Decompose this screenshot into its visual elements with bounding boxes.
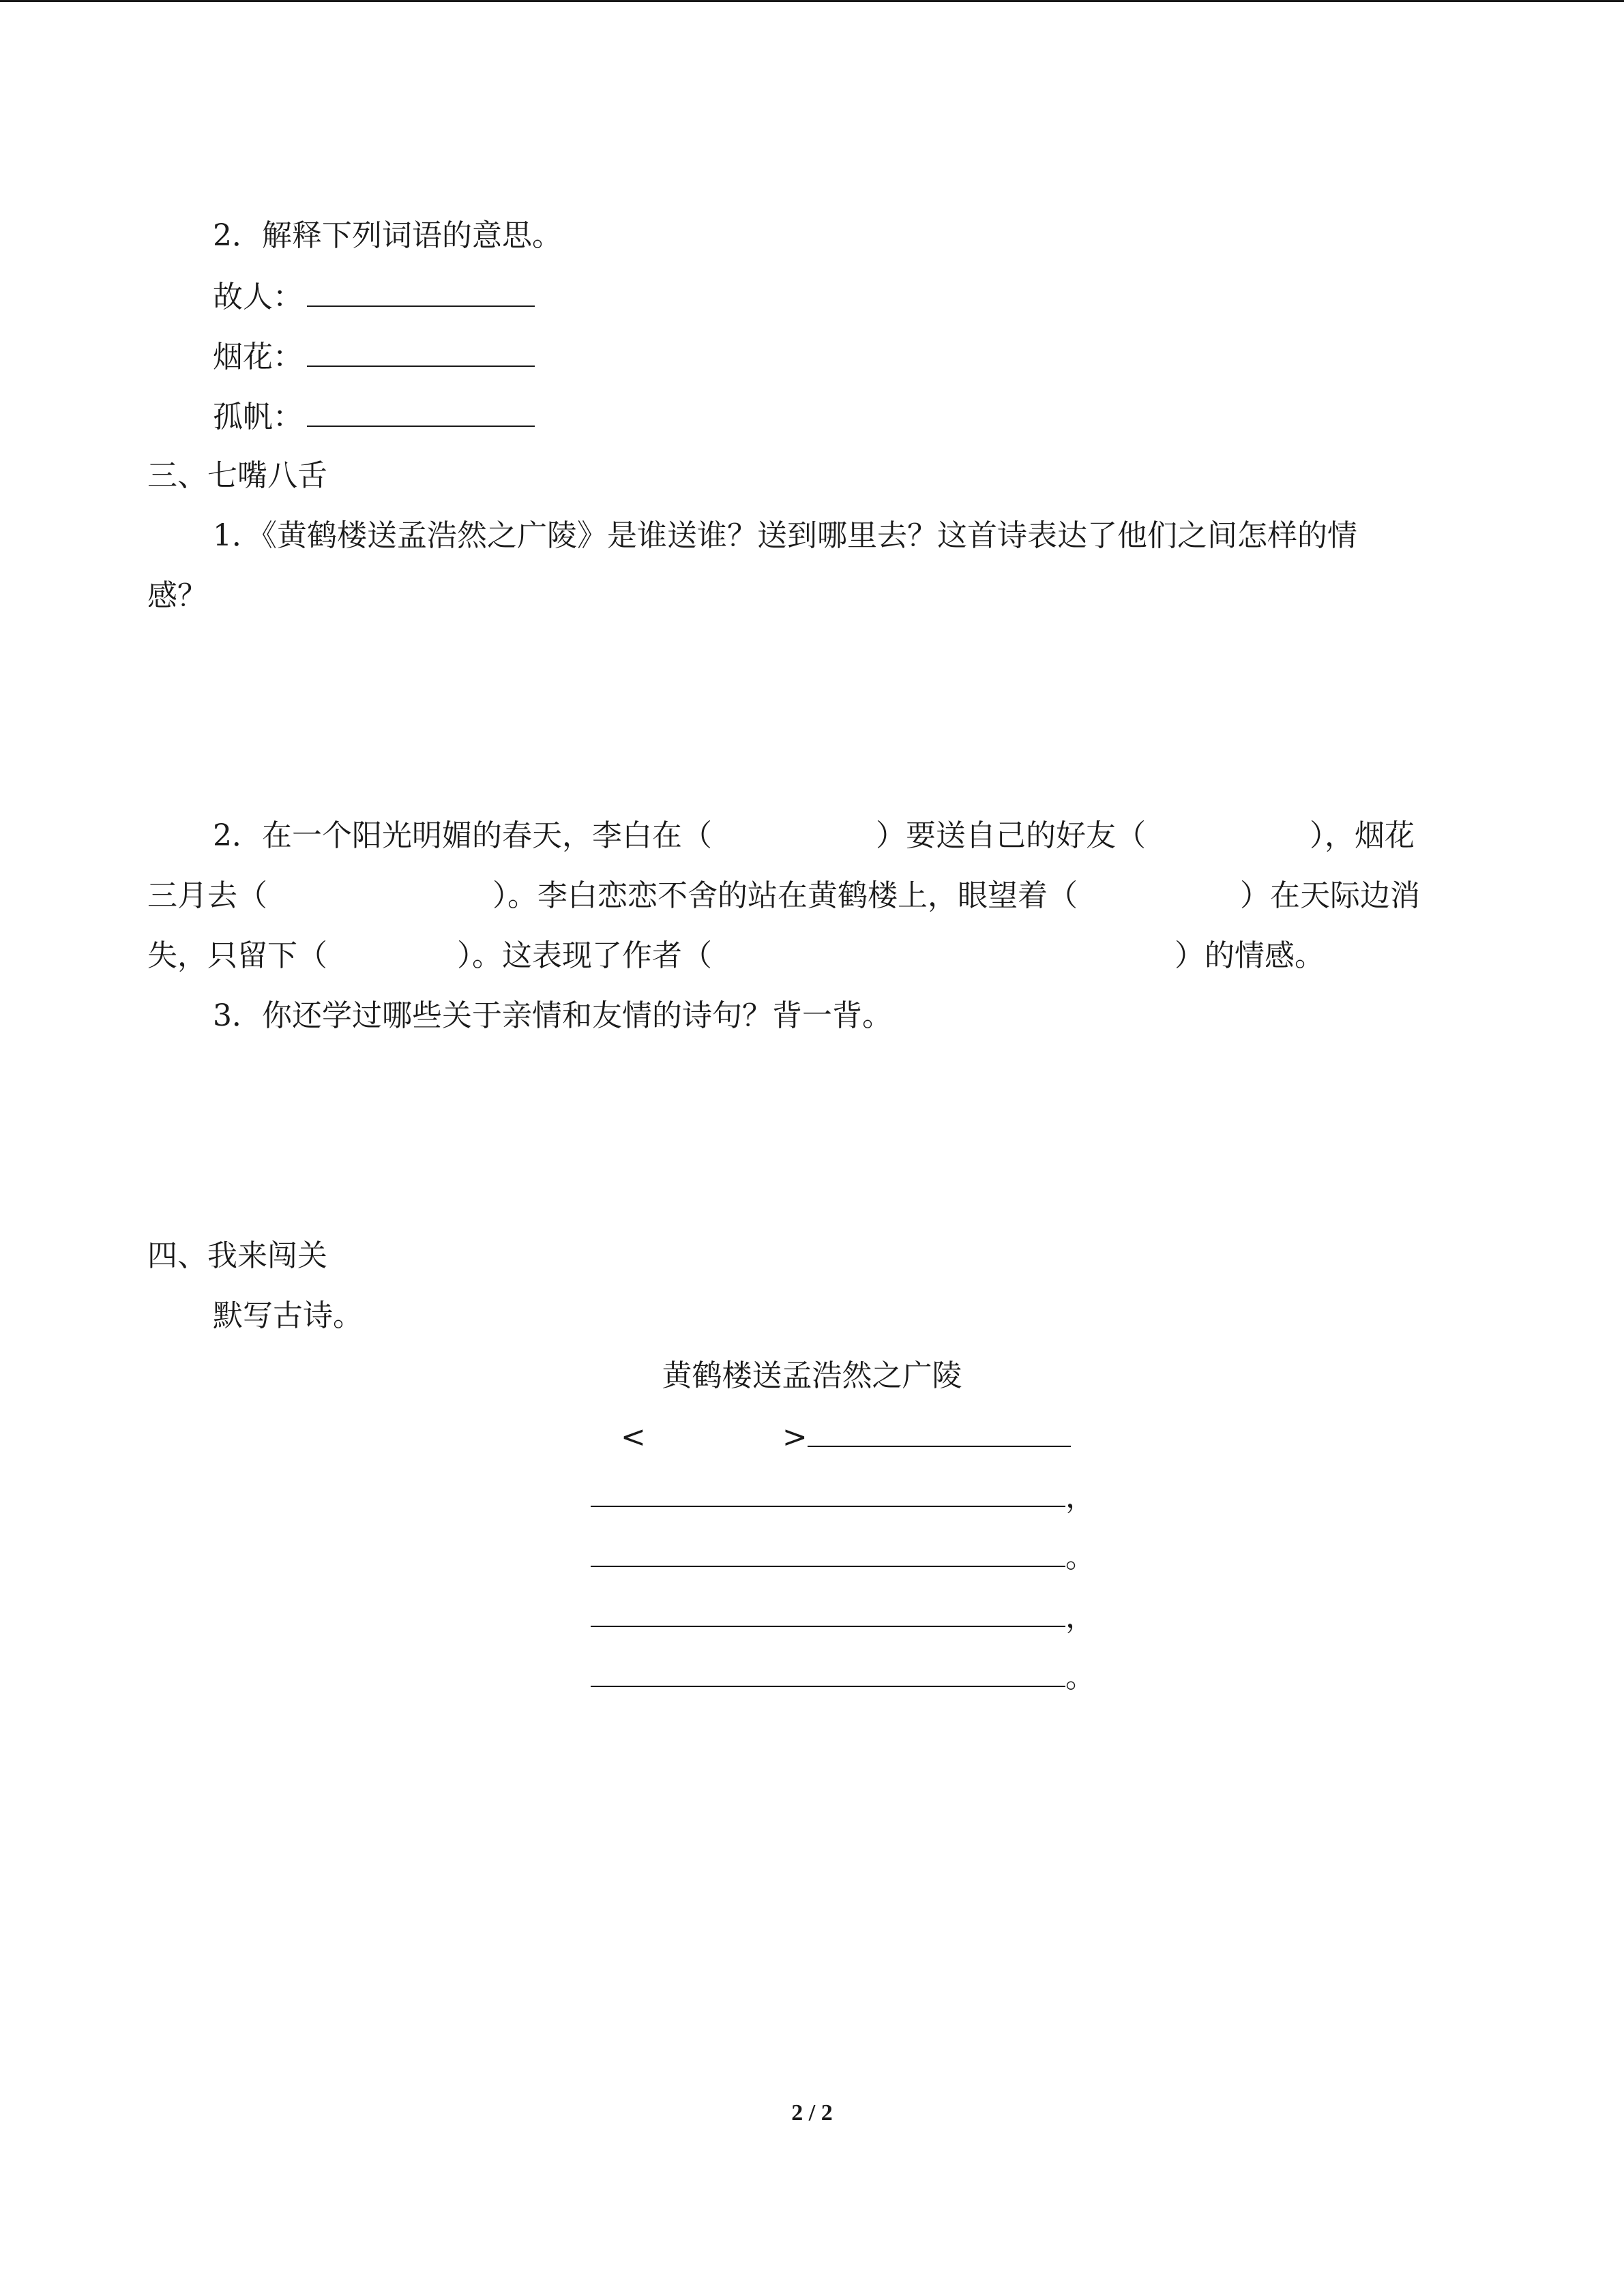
page-top-border xyxy=(0,0,1624,2)
s3-q3: 3．你还学过哪些关于亲情和友情的诗句？背一背。 xyxy=(213,998,892,1033)
poem-blank[interactable] xyxy=(591,1476,1065,1507)
s3-q1-line1: 1．《黄鹤楼送孟浩然之广陵》是谁送谁？送到哪里去？这首诗表达了他们之间怎样的情 xyxy=(213,518,1357,553)
term-row xyxy=(213,336,535,376)
answer-blank[interactable] xyxy=(307,275,535,307)
section-4-title: 四、我来闯关 xyxy=(147,1238,327,1273)
fill-text: ）要送自己的好友（ xyxy=(876,818,1146,853)
poem-punct: ， xyxy=(1065,1600,1095,1635)
term-label: 故人： xyxy=(213,280,303,314)
author-close-bracket: > xyxy=(782,1420,808,1455)
term-row xyxy=(213,396,535,436)
fill-text: ）的情感。 xyxy=(1175,938,1325,973)
page-number: 2 / 2 xyxy=(791,2100,833,2126)
s3-q2-line3 xyxy=(147,936,1325,976)
fill-text: ）。这表现了作者（ xyxy=(457,938,712,973)
author-name-line[interactable] xyxy=(808,1416,1071,1447)
poem-line xyxy=(591,1656,1095,1697)
fill-text: 2．在一个阳光明媚的春天，李白在（ xyxy=(213,818,712,853)
fill-text: ）在天际边消 xyxy=(1240,878,1420,913)
section-3-title: 三、七嘴八舌 xyxy=(147,458,327,493)
answer-blank[interactable] xyxy=(307,336,535,367)
answer-blank[interactable] xyxy=(307,396,535,427)
fill-text: 失，只留下（ xyxy=(147,938,327,973)
poem-blank[interactable] xyxy=(591,1536,1065,1567)
poem-line xyxy=(591,1536,1095,1577)
poem-punct: ， xyxy=(1065,1480,1095,1515)
term-label: 烟花： xyxy=(213,340,303,374)
s4-instruction: 默写古诗。 xyxy=(213,1298,363,1333)
s3-q1-line2: 感？ xyxy=(147,578,207,613)
term-row xyxy=(213,275,535,316)
poem-blank[interactable] xyxy=(591,1596,1065,1627)
poem-title: 黄鹤楼送孟浩然之广陵 xyxy=(662,1358,962,1393)
term-label: 孤帆： xyxy=(213,400,303,434)
poem-punct: 。 xyxy=(1065,1660,1095,1695)
poem-punct: 。 xyxy=(1065,1540,1095,1575)
poem-blank[interactable] xyxy=(591,1656,1065,1687)
poem-line xyxy=(591,1476,1095,1517)
fill-text: ）。李白恋恋不舍的站在黄鹤楼上，眼望着（ xyxy=(492,878,1078,913)
fill-text: ），烟花 xyxy=(1310,818,1415,853)
author-open-bracket: < xyxy=(621,1420,646,1455)
s3-q2-line2 xyxy=(147,876,1420,916)
q2-heading: 2．解释下列词语的意思。 xyxy=(213,218,562,253)
poem-author-row xyxy=(621,1416,1071,1457)
fill-text: 三月去（ xyxy=(147,878,267,913)
poem-line xyxy=(591,1596,1095,1637)
s3-q2-line1 xyxy=(213,816,1415,856)
